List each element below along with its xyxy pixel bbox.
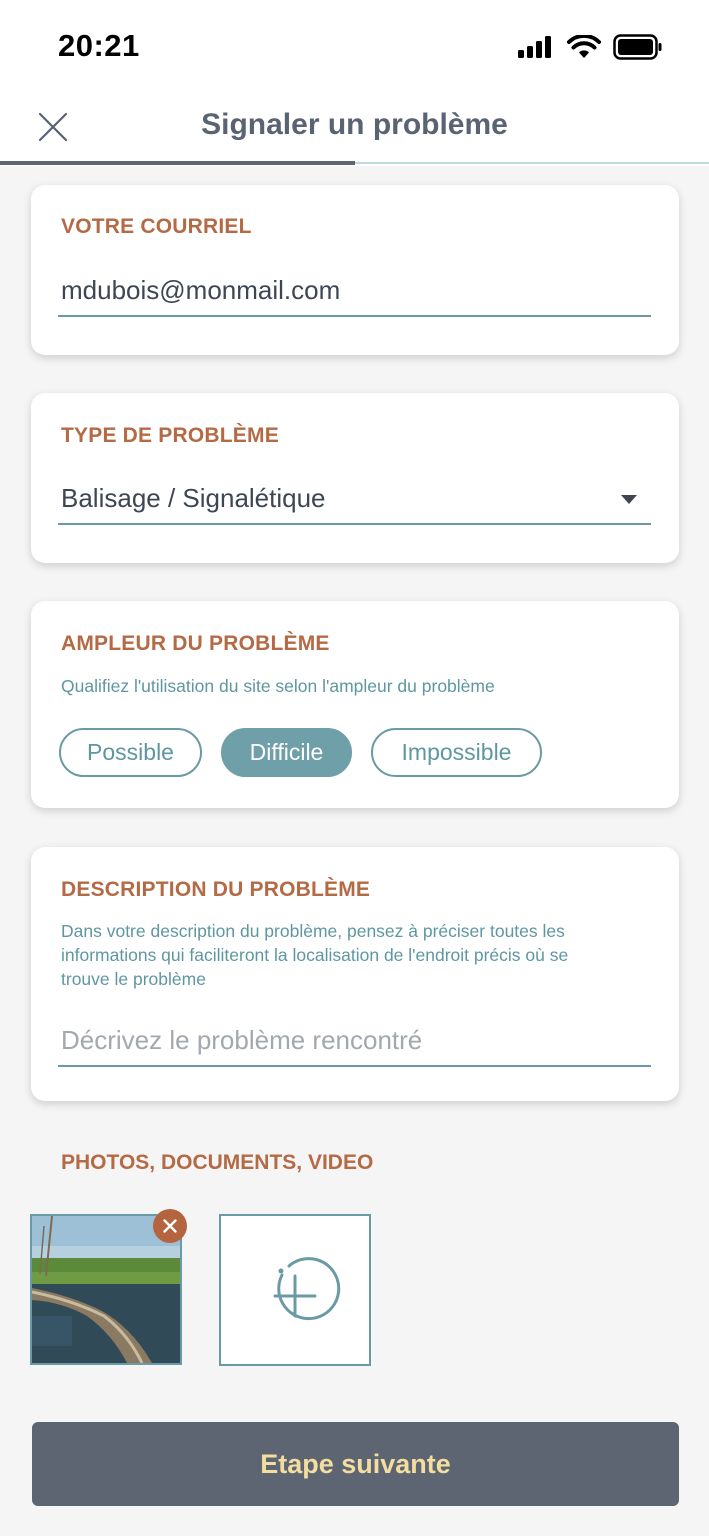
media-section-label: PHOTOS, DOCUMENTS, VIDEO xyxy=(61,1151,374,1174)
chip-difficile-label: Difficile xyxy=(249,739,324,765)
add-media-button[interactable] xyxy=(219,1214,371,1366)
cellular-signal-icon xyxy=(517,35,555,59)
description-label: DESCRIPTION DU PROBLÈME xyxy=(61,878,371,901)
add-circle-icon xyxy=(221,1216,369,1364)
problem-type-value: Balisage / Signalétique xyxy=(61,483,326,513)
next-step-label: Etape suivante xyxy=(260,1448,451,1479)
problem-type-card xyxy=(31,393,679,563)
severity-hint: Qualifiez l'utilisation du site selon l'ampleur du problème xyxy=(61,676,495,696)
next-step-button[interactable] xyxy=(32,1422,679,1506)
wifi-icon xyxy=(567,35,601,60)
chip-possible[interactable] xyxy=(59,728,202,777)
dropdown-arrow-icon xyxy=(621,495,637,504)
email-card xyxy=(31,185,679,355)
email-field[interactable] xyxy=(58,267,651,317)
severity-label: AMPLEUR DU PROBLÈME xyxy=(61,632,330,655)
status-time: 20:21 xyxy=(58,28,140,63)
description-input[interactable] xyxy=(58,1017,651,1067)
description-placeholder: Décrivez le problème rencontré xyxy=(61,1025,423,1055)
page-title: Signaler un problème xyxy=(201,108,508,141)
chip-impossible-label: Impossible xyxy=(401,739,512,765)
battery-icon xyxy=(613,34,663,60)
app-header xyxy=(0,90,709,166)
remove-x-icon xyxy=(153,1209,187,1243)
progress-bar xyxy=(0,161,355,165)
email-value: mdubois@monmail.com xyxy=(61,275,341,305)
chip-possible-label: Possible xyxy=(87,739,174,765)
status-bar xyxy=(0,0,709,90)
severity-card xyxy=(31,601,679,808)
chip-impossible[interactable] xyxy=(371,728,542,777)
description-card xyxy=(31,847,679,1101)
problem-type-label: TYPE DE PROBLÈME xyxy=(61,424,279,447)
email-label: VOTRE COURRIEL xyxy=(61,215,252,238)
remove-photo-button[interactable] xyxy=(153,1209,187,1243)
description-hint: Dans votre description du problème, pensez à préciser toutes les informations qui faciliteront la localisation de l'endroit précis où se trouve le problème xyxy=(61,921,569,989)
status-icons xyxy=(517,34,663,60)
chip-difficile[interactable] xyxy=(221,728,352,777)
problem-type-select[interactable] xyxy=(58,475,651,525)
